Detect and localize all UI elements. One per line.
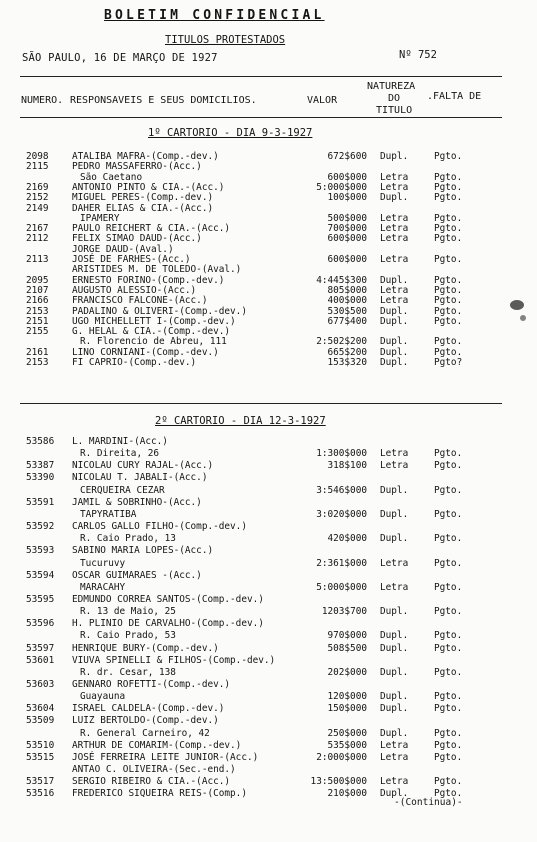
title-nature: Letra <box>380 776 409 788</box>
title-nature: Letra <box>380 739 409 751</box>
responsible-name: FRANCISCO FALCONE-(Acc.) <box>72 295 208 307</box>
table-row <box>0 510 537 520</box>
responsible-name: FELIX SIMAO DAUD-(Acc.) <box>72 233 202 245</box>
title-nature: Dupl. <box>380 151 409 162</box>
title-nature: Dupl. <box>380 788 409 800</box>
section-heading-cartorio-2: 2º CARTORIO - DIA 12-3-1927 <box>155 415 326 427</box>
table-row <box>0 337 537 347</box>
title-nature: Letra <box>380 581 409 593</box>
title-value: 500$000 <box>327 212 367 224</box>
responsible-name: L. MARDINI-(Acc.) <box>72 436 168 447</box>
protest-number: 53591 <box>26 496 55 508</box>
title-nature: Letra <box>380 284 409 296</box>
table-row <box>0 692 537 702</box>
responsible-name: R. Caio Prado, 13 <box>80 533 176 545</box>
protest-number: 2115 <box>26 161 49 173</box>
protest-reason: Pgto. <box>434 533 463 545</box>
table-row <box>0 704 537 714</box>
title-nature: Letra <box>380 295 409 307</box>
column-header-responsaveis: RESPONSAVEIS E SEUS DOMICILIOS. <box>70 95 257 106</box>
protest-reason: Pgto. <box>434 295 463 307</box>
table-row <box>0 486 537 496</box>
table-row <box>0 753 537 763</box>
bulletin-subtitle: TITULOS PROTESTADOS <box>165 34 286 46</box>
title-nature: Dupl. <box>380 336 409 348</box>
column-header-natureza-3: TITULO <box>376 105 413 116</box>
table-row <box>0 619 537 629</box>
title-nature: Dupl. <box>380 642 409 654</box>
dateline: SÃO PAULO, 16 DE MARÇO DE 1927 <box>22 52 218 64</box>
protest-number: 53592 <box>26 521 55 533</box>
table-row <box>0 162 537 172</box>
protest-reason: Pgto. <box>434 192 463 204</box>
title-value: 3:546$000 <box>316 484 367 496</box>
responsible-name: Guayauna <box>80 691 126 703</box>
column-header-numero: NUMERO. <box>21 95 64 106</box>
table-row <box>0 644 537 654</box>
responsible-name: IPAMERY <box>80 212 120 224</box>
table-row <box>0 668 537 678</box>
protest-reason: Pgto. <box>434 630 463 642</box>
responsible-name: NICOLAU T. JABALI-(Acc.) <box>72 472 208 484</box>
title-nature: Letra <box>380 751 409 763</box>
protest-number: 53603 <box>26 679 55 690</box>
protest-number: 2155 <box>26 326 49 338</box>
protest-number: 2098 <box>26 151 49 162</box>
protest-reason: Pgto. <box>434 181 463 193</box>
protest-reason: Pgto. <box>434 666 463 678</box>
protest-reason: Pgto. <box>434 223 463 235</box>
protest-reason: Pgto. <box>434 305 463 317</box>
title-value: 250$000 <box>327 727 367 739</box>
protest-reason: Pgto. <box>434 254 463 265</box>
protest-reason: Pgto. <box>434 557 463 569</box>
responsible-name: AUGUSTO ALESSIO-(Acc.) <box>72 284 197 296</box>
protest-number: 2153 <box>26 305 49 317</box>
column-header-natureza-1: NATUREZA <box>367 81 416 92</box>
title-value: 5:000$000 <box>316 181 367 193</box>
table-row <box>0 595 537 605</box>
responsible-name: R. 13 de Maio, 25 <box>80 606 176 618</box>
responsible-name: PAULO REICHERT & CIA.-(Acc.) <box>72 223 231 235</box>
title-value: 508$500 <box>327 642 367 654</box>
protest-number: 53593 <box>26 545 55 557</box>
title-nature: Letra <box>380 254 409 265</box>
protest-reason: Pgto. <box>434 508 463 520</box>
title-value: 600$000 <box>327 233 367 245</box>
protest-reason: Pgto. <box>434 703 463 715</box>
title-nature: Dupl. <box>380 305 409 317</box>
title-nature: Dupl. <box>380 606 409 618</box>
title-value: 153$320 <box>327 357 367 368</box>
table-row <box>0 571 537 581</box>
title-nature: Dupl. <box>380 357 409 368</box>
protest-number: 2152 <box>26 192 49 204</box>
table-row <box>0 522 537 532</box>
protest-reason: Pgto? <box>434 357 463 368</box>
responsible-name: GENNARO ROFETTI-(Comp.-dev.) <box>72 679 231 690</box>
responsible-name: G. HELAL & CIA.-(Comp.-dev.) <box>72 326 231 338</box>
protest-number: 53515 <box>26 751 55 763</box>
responsible-name: Tucuruvy <box>80 557 126 569</box>
responsible-name: TAPYRATIBA <box>80 508 137 520</box>
responsible-name: NICOLAU CURY RAJAL-(Acc.) <box>72 460 214 472</box>
section-separator-rule <box>20 403 502 404</box>
table-row <box>0 473 537 483</box>
title-value: 665$200 <box>327 346 367 358</box>
title-nature: Dupl. <box>380 274 409 286</box>
responsible-name: OSCAR GUIMARAES -(Acc.) <box>72 569 202 581</box>
responsible-name: R. Direita, 26 <box>80 448 160 460</box>
responsible-name: R. Caio Prado, 53 <box>80 630 176 642</box>
header-top-rule <box>20 76 502 77</box>
responsible-name: FREDERICO SIQUEIRA REIS-(Comp.) <box>72 788 247 800</box>
table-row <box>0 461 537 471</box>
responsible-name: ISRAEL CALDELA-(Comp.-dev.) <box>72 703 225 715</box>
protest-number: 2151 <box>26 315 49 327</box>
title-value: 3:020$000 <box>316 508 367 520</box>
table-row <box>0 716 537 726</box>
responsible-name: LINO CORNIANI-(Comp.-dev.) <box>72 346 219 358</box>
table-row <box>0 583 537 593</box>
table-row <box>0 546 537 556</box>
protest-reason: Pgto. <box>434 151 463 162</box>
responsible-name: LUIZ BERTOLDO-(Comp.-dev.) <box>72 715 219 727</box>
protest-number: 2149 <box>26 202 49 214</box>
title-nature: Dupl. <box>380 533 409 545</box>
table-row <box>0 765 537 775</box>
table-row <box>0 358 537 368</box>
title-nature: Dupl. <box>380 508 409 520</box>
responsible-name: JAMIL & SOBRINHO-(Acc.) <box>72 496 202 508</box>
continua-note: -(Continua)- <box>394 797 463 808</box>
responsible-name: SERGIO RIBEIRO & CIA.-(Acc.) <box>72 776 231 788</box>
protest-number: 53509 <box>26 715 55 727</box>
responsible-name: R. dr. Cesar, 138 <box>80 666 176 678</box>
title-nature: Dupl. <box>380 666 409 678</box>
responsible-name: ERNESTO FORINO-(Comp.-dev.) <box>72 274 225 286</box>
title-nature: Letra <box>380 171 409 183</box>
title-value: 13:500$000 <box>310 776 367 788</box>
title-nature: Dupl. <box>380 346 409 358</box>
protest-reason: Pgto. <box>434 691 463 703</box>
responsible-name: São Caetano <box>80 171 143 183</box>
title-nature: Letra <box>380 223 409 235</box>
title-nature: Dupl. <box>380 192 409 204</box>
protest-reason: Pgto. <box>434 739 463 751</box>
protest-reason: Pgto. <box>434 284 463 296</box>
protest-reason: Pgto. <box>434 484 463 496</box>
table-row <box>0 607 537 617</box>
protest-number: 2112 <box>26 233 49 245</box>
table-row <box>0 559 537 569</box>
protest-reason: Pgto. <box>434 606 463 618</box>
protest-reason: Pgto. <box>434 336 463 348</box>
title-nature: Dupl. <box>380 691 409 703</box>
protest-number: 2095 <box>26 274 49 286</box>
protest-reason: Pgto. <box>434 171 463 183</box>
table-row <box>0 234 537 244</box>
responsible-name: MIGUEL PERES-(Comp.-dev.) <box>72 192 214 204</box>
responsible-name: CERQUEIRA CEZAR <box>80 484 165 496</box>
title-value: 5:000$000 <box>316 581 367 593</box>
protest-number: 53601 <box>26 654 55 666</box>
protest-number: 53586 <box>26 436 55 447</box>
protest-number: 2161 <box>26 346 49 358</box>
responsible-name: HENRIQUE BURY-(Comp.-dev.) <box>72 642 219 654</box>
protest-reason: Pgto. <box>434 788 463 800</box>
protest-number: 53510 <box>26 739 55 751</box>
table-row <box>0 265 537 275</box>
title-value: 150$000 <box>327 703 367 715</box>
table-row <box>0 777 537 787</box>
title-value: 535$000 <box>327 739 367 751</box>
title-nature: Letra <box>380 181 409 193</box>
responsible-name: ANTAO C. OLIVEIRA-(Sec.-end.) <box>72 764 236 776</box>
responsible-name: R. General Carneiro, 42 <box>80 727 210 739</box>
protest-reason: Pgto. <box>434 751 463 763</box>
responsible-name: PEDRO MASSAFERRO-(Acc.) <box>72 161 202 173</box>
responsible-name: DAHER ELIAS & CIA.-(Acc.) <box>72 202 214 214</box>
title-value: 210$000 <box>327 788 367 800</box>
table-row <box>0 741 537 751</box>
title-nature: Dupl. <box>380 315 409 327</box>
protest-reason: Pgto. <box>434 727 463 739</box>
header-bottom-rule <box>20 117 502 118</box>
protest-number: 53390 <box>26 472 55 484</box>
title-value: 1203$700 <box>321 606 367 618</box>
table-row <box>0 498 537 508</box>
protest-number: 53596 <box>26 618 55 630</box>
responsible-name: ANTONIO PINTO & CIA.-(Acc.) <box>72 181 225 193</box>
title-nature: Dupl. <box>380 727 409 739</box>
responsible-name: JOSÉ DE FARHES-(Acc.) <box>72 254 191 265</box>
title-value: 600$000 <box>327 254 367 265</box>
responsible-name: ARISTIDES M. DE TOLEDO-(Aval.) <box>72 264 242 276</box>
protest-number: 53516 <box>26 788 55 800</box>
table-row <box>0 437 537 447</box>
responsible-name: R. Florencio de Abreu, 111 <box>80 336 227 348</box>
column-header-natureza-2: DO <box>388 93 401 104</box>
protest-reason: Pgto. <box>434 642 463 654</box>
responsible-name: VIUVA SPINELLI & FILHOS-(Comp.-dev.) <box>72 654 276 666</box>
column-header-valor: VALOR <box>307 95 338 106</box>
title-nature: Dupl. <box>380 484 409 496</box>
title-value: 672$600 <box>327 151 367 162</box>
protest-number: 53595 <box>26 593 55 605</box>
protest-reason: Pgto. <box>434 346 463 358</box>
protest-number: 2107 <box>26 284 49 296</box>
table-row <box>0 307 537 317</box>
title-nature: Dupl. <box>380 703 409 715</box>
protest-number: 53604 <box>26 703 55 715</box>
title-value: 600$000 <box>327 171 367 183</box>
table-row <box>0 680 537 690</box>
title-value: 4:445$300 <box>316 274 367 286</box>
table-row <box>0 193 537 203</box>
responsible-name: H. PLINIO DE CARVALHO-(Comp.-dev.) <box>72 618 264 630</box>
protest-reason: Pgto. <box>434 315 463 327</box>
title-nature: Letra <box>380 448 409 460</box>
section-heading-cartorio-1: 1º CARTORIO - DIA 9-3-1927 <box>148 127 313 139</box>
responsible-name: JORGE DAUD-(Aval.) <box>72 243 174 255</box>
title-value: 677$400 <box>327 315 367 327</box>
responsible-name: ATALIBA MAFRA-(Comp.-dev.) <box>72 151 219 162</box>
bulletin-title: BOLETIM CONFIDENCIAL <box>104 8 325 23</box>
protest-reason: Pgto. <box>434 448 463 460</box>
title-value: 2:000$000 <box>316 751 367 763</box>
issue-number: Nº 752 <box>399 49 437 61</box>
protest-number: 2153 <box>26 357 49 368</box>
title-value: 318$100 <box>327 460 367 472</box>
title-value: 700$000 <box>327 223 367 235</box>
title-value: 805$000 <box>327 284 367 296</box>
title-value: 2:502$200 <box>316 336 367 348</box>
responsible-name: MARACAHY <box>80 581 126 593</box>
table-row <box>0 631 537 641</box>
table-row <box>0 296 537 306</box>
title-value: 2:361$000 <box>316 557 367 569</box>
protest-number: 53597 <box>26 642 55 654</box>
protest-number: 53517 <box>26 776 55 788</box>
table-row <box>0 656 537 666</box>
title-nature: Letra <box>380 557 409 569</box>
responsible-name: SABINO MARIA LOPES-(Acc.) <box>72 545 214 557</box>
responsible-name: JOSÉ FERREIRA LEITE JUNIOR-(Acc.) <box>72 751 259 763</box>
protest-reason: Pgto. <box>434 460 463 472</box>
responsible-name: PADALINO & OLIVERI-(Comp.-dev.) <box>72 305 247 317</box>
responsible-name: UGO MICHELLETT I-(Comp.-dev.) <box>72 315 236 327</box>
protest-reason: Pgto. <box>434 212 463 224</box>
title-nature: Letra <box>380 460 409 472</box>
title-nature: Letra <box>380 212 409 224</box>
title-value: 202$000 <box>327 666 367 678</box>
protest-number: 2167 <box>26 223 49 235</box>
title-value: 1:300$000 <box>316 448 367 460</box>
column-header-falta: .FALTA DE <box>427 91 482 102</box>
title-nature: Letra <box>380 233 409 245</box>
responsible-name: CARLOS GALLO FILHO-(Comp.-dev.) <box>72 521 247 533</box>
protest-number: 53387 <box>26 460 55 472</box>
table-row <box>0 204 537 214</box>
title-value: 420$000 <box>327 533 367 545</box>
protest-reason: Pgto. <box>434 776 463 788</box>
title-value: 530$500 <box>327 305 367 317</box>
responsible-name: EDMUNDO CORREA SANTOS-(Comp.-dev.) <box>72 593 264 605</box>
protest-reason: Pgto. <box>434 274 463 286</box>
table-row <box>0 729 537 739</box>
title-nature: Dupl. <box>380 630 409 642</box>
title-value: 400$000 <box>327 295 367 307</box>
protest-number: 53594 <box>26 569 55 581</box>
title-value: 120$000 <box>327 691 367 703</box>
table-row <box>0 449 537 459</box>
protest-reason: Pgto. <box>434 581 463 593</box>
protest-number: 2166 <box>26 295 49 307</box>
responsible-name: ARTHUR DE COMARIM-(Comp.-dev.) <box>72 739 242 751</box>
protest-number: 2169 <box>26 181 49 193</box>
protest-reason: Pgto. <box>434 233 463 245</box>
table-row <box>0 534 537 544</box>
title-value: 970$000 <box>327 630 367 642</box>
protest-number: 2113 <box>26 254 49 265</box>
title-value: 100$000 <box>327 192 367 204</box>
responsible-name: FI CAPRIO-(Comp.-dev.) <box>72 357 197 368</box>
